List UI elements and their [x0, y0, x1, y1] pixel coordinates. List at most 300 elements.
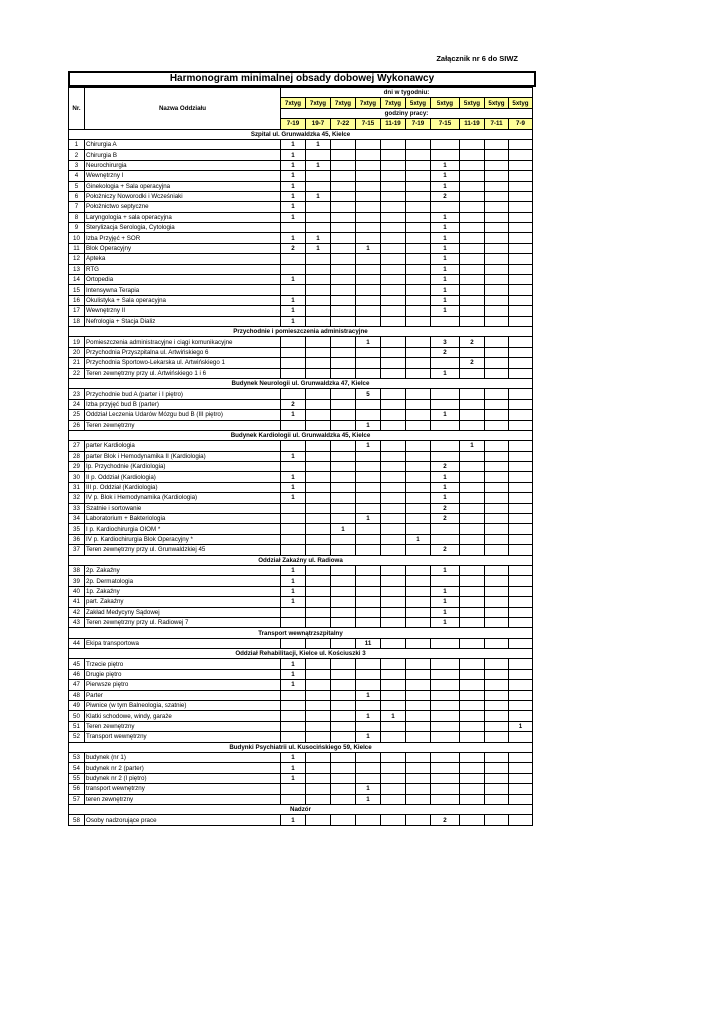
department-name: Teren zewnętrzny przy ul. Artwińskiego 1 i 6: [85, 368, 281, 378]
staff-count-cell: [431, 420, 460, 430]
table-row: [69, 669, 533, 679]
row-number: 2: [69, 150, 85, 160]
staff-count-cell: [485, 275, 509, 285]
staff-count-cell: [485, 368, 509, 378]
staff-count-cell: [431, 669, 460, 679]
staff-count-cell: 1: [281, 773, 306, 783]
staff-count-cell: [485, 534, 509, 544]
staff-count-cell: [509, 275, 533, 285]
staff-count-cell: [356, 472, 381, 482]
department-name: 2p. Dermatologia: [85, 576, 281, 586]
staff-count-cell: [406, 212, 431, 222]
table-row: [69, 514, 533, 524]
staff-count-cell: [431, 753, 460, 763]
staff-count-cell: [406, 690, 431, 700]
table-row: [69, 295, 533, 305]
staff-count-cell: [331, 659, 356, 669]
staff-count-cell: [431, 399, 460, 409]
staff-count-cell: [460, 420, 485, 430]
staff-count-cell: 1: [281, 160, 306, 170]
staff-count-cell: [509, 638, 533, 648]
header-hours-cell: 7-19: [281, 119, 306, 129]
staff-count-cell: [331, 545, 356, 555]
staff-count-cell: [306, 607, 331, 617]
staff-count-cell: [381, 181, 406, 191]
staff-count-cell: [406, 264, 431, 274]
header-day-cell: 7xtyg: [306, 98, 331, 108]
table-row: [69, 160, 533, 170]
row-number: 20: [69, 347, 85, 357]
row-number: 1: [69, 139, 85, 149]
section-row: [69, 804, 533, 814]
table-row: [69, 690, 533, 700]
staff-count-cell: [356, 462, 381, 472]
staff-count-cell: [406, 753, 431, 763]
department-name: II p. Oddział (Kardiologia): [85, 472, 281, 482]
row-number: 12: [69, 254, 85, 264]
staff-count-cell: [406, 565, 431, 575]
header-days-label: dni w tygodniu:: [281, 88, 533, 98]
department-name: Blok Operacyjny: [85, 243, 281, 253]
staffing-table: [68, 87, 533, 826]
table-row: [69, 306, 533, 316]
staff-count-cell: 1: [281, 669, 306, 679]
header-day-cell: 5xtyg: [431, 98, 460, 108]
staff-count-cell: [460, 690, 485, 700]
staff-count-cell: [281, 503, 306, 513]
table-row: [69, 316, 533, 326]
staff-count-cell: [306, 763, 331, 773]
staff-count-cell: [406, 784, 431, 794]
header-day-cell: 5xtyg: [406, 98, 431, 108]
table-row: [69, 701, 533, 711]
staff-count-cell: [431, 732, 460, 742]
row-number: 45: [69, 659, 85, 669]
header-day-cell: 5xtyg: [460, 98, 485, 108]
staff-count-cell: [509, 472, 533, 482]
staff-count-cell: [331, 306, 356, 316]
department-name: parter Kardiologia: [85, 441, 281, 451]
staff-count-cell: 1: [431, 171, 460, 181]
section-title: Nadzór: [69, 804, 533, 814]
staff-count-cell: [509, 368, 533, 378]
staff-count-cell: [306, 275, 331, 285]
staff-count-cell: [356, 202, 381, 212]
staff-count-cell: [381, 597, 406, 607]
row-number: 48: [69, 690, 85, 700]
staff-count-cell: [331, 514, 356, 524]
section-row: [69, 628, 533, 638]
staff-count-cell: [331, 191, 356, 201]
staff-count-cell: [331, 223, 356, 233]
staff-count-cell: [306, 721, 331, 731]
row-number: 29: [69, 462, 85, 472]
department-name: Ginekologia + Sala operacyjna: [85, 181, 281, 191]
row-number: 40: [69, 586, 85, 596]
staff-count-cell: [431, 784, 460, 794]
table-row: [69, 597, 533, 607]
staff-count-cell: [406, 732, 431, 742]
staff-count-cell: [485, 701, 509, 711]
staff-count-cell: [485, 399, 509, 409]
staff-count-cell: [406, 295, 431, 305]
staff-count-cell: 1: [431, 243, 460, 253]
staff-count-cell: [331, 721, 356, 731]
staff-count-cell: [381, 732, 406, 742]
staff-count-cell: [460, 659, 485, 669]
staff-count-cell: [485, 524, 509, 534]
department-name: part. Zakaźny: [85, 597, 281, 607]
table-row: [69, 638, 533, 648]
header-day-cell: 7xtyg: [281, 98, 306, 108]
table-row: [69, 784, 533, 794]
table-row: [69, 285, 533, 295]
staff-count-cell: [356, 254, 381, 264]
staff-count-cell: [485, 659, 509, 669]
staff-count-cell: [331, 534, 356, 544]
staff-count-cell: [485, 410, 509, 420]
staff-count-cell: [381, 680, 406, 690]
table-row: [69, 794, 533, 804]
department-name: Trzecie piętro: [85, 659, 281, 669]
staff-count-cell: [381, 503, 406, 513]
row-number: 53: [69, 753, 85, 763]
staff-count-cell: [485, 306, 509, 316]
staff-count-cell: [460, 617, 485, 627]
staff-count-cell: [381, 150, 406, 160]
staff-count-cell: [406, 441, 431, 451]
department-name: Teren zewnętrzny przy ul. Grunwaldzkiej 45: [85, 545, 281, 555]
staff-count-cell: [381, 337, 406, 347]
staff-count-cell: [485, 680, 509, 690]
row-number: 55: [69, 773, 85, 783]
staff-count-cell: 1: [281, 191, 306, 201]
staff-count-cell: 1: [281, 576, 306, 586]
staff-count-cell: [485, 586, 509, 596]
row-number: 17: [69, 306, 85, 316]
staff-count-cell: [460, 493, 485, 503]
department-name: Przychodnia Sportowo-Lekarska ul. Artwińskiego 1: [85, 358, 281, 368]
table-row: [69, 721, 533, 731]
staff-count-cell: [509, 617, 533, 627]
staff-count-cell: [356, 524, 381, 534]
staff-count-cell: [306, 358, 331, 368]
staff-count-cell: [331, 264, 356, 274]
header-hours-label: godziny pracy:: [281, 108, 533, 118]
staff-count-cell: [331, 784, 356, 794]
staff-count-cell: [356, 275, 381, 285]
staff-count-cell: [509, 171, 533, 181]
staff-count-cell: [381, 399, 406, 409]
staff-count-cell: [356, 295, 381, 305]
staff-count-cell: [509, 503, 533, 513]
table-row: [69, 233, 533, 243]
staff-count-cell: [306, 669, 331, 679]
department-name: Transport wewnętrzny: [85, 732, 281, 742]
row-number: 16: [69, 295, 85, 305]
staff-count-cell: [306, 285, 331, 295]
header-hours-cell: 7-15: [431, 119, 460, 129]
table-row: [69, 524, 533, 534]
staff-count-cell: [509, 347, 533, 357]
department-name: teren zewnętrzny: [85, 794, 281, 804]
staff-count-cell: 1: [356, 441, 381, 451]
staff-count-cell: [381, 493, 406, 503]
staff-count-cell: 1: [431, 181, 460, 191]
staff-count-cell: 5: [356, 389, 381, 399]
staff-count-cell: [331, 389, 356, 399]
staff-count-cell: [331, 368, 356, 378]
staff-count-cell: 1: [431, 306, 460, 316]
section-row: [69, 555, 533, 565]
staff-count-cell: [306, 472, 331, 482]
staff-count-cell: 1: [306, 233, 331, 243]
staff-count-cell: [485, 285, 509, 295]
staff-count-cell: [485, 202, 509, 212]
table-row: [69, 171, 533, 181]
staff-count-cell: [406, 773, 431, 783]
staff-count-cell: 1: [281, 763, 306, 773]
staff-count-cell: [281, 690, 306, 700]
row-number: 26: [69, 420, 85, 430]
table-row: [69, 441, 533, 451]
row-number: 5: [69, 181, 85, 191]
staff-count-cell: [381, 191, 406, 201]
department-name: parter Blok i Hemodynamika II (Kardiologia): [85, 451, 281, 461]
staff-count-cell: [406, 191, 431, 201]
row-number: 38: [69, 565, 85, 575]
staff-count-cell: [331, 275, 356, 285]
staff-count-cell: [509, 285, 533, 295]
staff-count-cell: [460, 503, 485, 513]
staff-count-cell: [509, 223, 533, 233]
staff-count-cell: 1: [381, 711, 406, 721]
staff-count-cell: [509, 150, 533, 160]
staff-count-cell: [485, 721, 509, 731]
table-row: [69, 576, 533, 586]
department-name: Oddział Leczenia Udarów Mózgu bud B (III piętro): [85, 410, 281, 420]
staff-count-cell: [356, 763, 381, 773]
staff-count-cell: [485, 191, 509, 201]
staff-count-cell: [460, 462, 485, 472]
staff-count-cell: 1: [356, 337, 381, 347]
staff-count-cell: [485, 451, 509, 461]
staff-count-cell: [460, 753, 485, 763]
row-number: 15: [69, 285, 85, 295]
staff-count-cell: [356, 150, 381, 160]
staff-count-cell: [406, 794, 431, 804]
staff-count-cell: 2: [431, 347, 460, 357]
staff-count-cell: [460, 472, 485, 482]
staff-count-cell: [356, 565, 381, 575]
staff-count-cell: [485, 223, 509, 233]
staff-count-cell: [306, 597, 331, 607]
staff-count-cell: [406, 389, 431, 399]
staff-count-cell: [460, 181, 485, 191]
staff-count-cell: [281, 514, 306, 524]
staff-count-cell: [331, 410, 356, 420]
staff-count-cell: [306, 212, 331, 222]
row-number: 24: [69, 399, 85, 409]
staff-count-cell: [460, 368, 485, 378]
staff-count-cell: [509, 451, 533, 461]
staff-count-cell: [406, 576, 431, 586]
staff-count-cell: 1: [281, 316, 306, 326]
staff-count-cell: [356, 659, 381, 669]
staff-count-cell: 1: [306, 243, 331, 253]
staff-count-cell: [406, 347, 431, 357]
header-hours-cell: 19-7: [306, 119, 331, 129]
staff-count-cell: [331, 794, 356, 804]
staff-count-cell: [331, 472, 356, 482]
section-title: Oddział Rehabilitacji, Kielce ul. Kościuszki 3: [69, 649, 533, 659]
staff-count-cell: [406, 358, 431, 368]
staff-count-cell: [331, 441, 356, 451]
staff-count-cell: [331, 617, 356, 627]
table-row: [69, 617, 533, 627]
department-name: IV p. Kardiochirurgia Blok Operacyjny *: [85, 534, 281, 544]
staff-count-cell: [460, 680, 485, 690]
table-row: [69, 275, 533, 285]
staff-count-cell: [281, 732, 306, 742]
staff-count-cell: [406, 607, 431, 617]
row-number: 49: [69, 701, 85, 711]
table-row: [69, 358, 533, 368]
staff-count-cell: [460, 721, 485, 731]
row-number: 25: [69, 410, 85, 420]
staff-count-cell: [509, 586, 533, 596]
staff-count-cell: [509, 576, 533, 586]
staff-count-cell: [281, 264, 306, 274]
section-title: Szpital ul. Grunwaldzka 45, Kielce: [69, 129, 533, 139]
row-number: 14: [69, 275, 85, 285]
staff-count-cell: [509, 514, 533, 524]
staff-count-cell: [406, 420, 431, 430]
staff-count-cell: [509, 690, 533, 700]
staff-count-cell: [381, 368, 406, 378]
department-name: Wewnętrzny II: [85, 306, 281, 316]
staff-count-cell: [431, 721, 460, 731]
staff-count-cell: 1: [431, 223, 460, 233]
staff-count-cell: [460, 160, 485, 170]
staff-count-cell: [381, 264, 406, 274]
staff-count-cell: [381, 233, 406, 243]
staff-count-cell: [460, 285, 485, 295]
table-row: [69, 503, 533, 513]
staff-count-cell: [460, 264, 485, 274]
staff-count-cell: [485, 617, 509, 627]
staff-count-cell: [381, 701, 406, 711]
staff-count-cell: [306, 586, 331, 596]
row-number: 41: [69, 597, 85, 607]
staff-count-cell: [306, 389, 331, 399]
staff-count-cell: [331, 711, 356, 721]
staff-count-cell: [356, 160, 381, 170]
staff-count-cell: [509, 565, 533, 575]
department-name: III p. Oddział (Kardiologia): [85, 482, 281, 492]
staff-count-cell: 2: [431, 545, 460, 555]
header-hours-cell: 7-11: [485, 119, 509, 129]
staff-count-cell: [509, 545, 533, 555]
staff-count-cell: [381, 212, 406, 222]
table-row: [69, 191, 533, 201]
staff-count-cell: 1: [356, 690, 381, 700]
staff-count-cell: [485, 815, 509, 825]
staff-count-cell: [356, 223, 381, 233]
staff-count-cell: [306, 337, 331, 347]
staff-count-cell: [485, 732, 509, 742]
staff-count-cell: [509, 659, 533, 669]
table-row: [69, 347, 533, 357]
department-name: Ortopedia: [85, 275, 281, 285]
staff-count-cell: [406, 160, 431, 170]
staff-count-cell: [406, 669, 431, 679]
staff-count-cell: [460, 732, 485, 742]
staff-count-cell: [331, 160, 356, 170]
staff-count-cell: [331, 503, 356, 513]
staff-count-cell: [485, 472, 509, 482]
staff-count-cell: [509, 410, 533, 420]
staff-count-cell: [460, 233, 485, 243]
staff-count-cell: [431, 358, 460, 368]
staff-count-cell: [485, 638, 509, 648]
staff-count-cell: [306, 171, 331, 181]
header-hours-cell: 11-19: [381, 119, 406, 129]
staff-count-cell: 1: [331, 524, 356, 534]
row-number: 43: [69, 617, 85, 627]
table-row: [69, 410, 533, 420]
staff-count-cell: [460, 607, 485, 617]
staff-count-cell: [306, 565, 331, 575]
header-day-cell: 7xtyg: [356, 98, 381, 108]
staff-count-cell: [509, 732, 533, 742]
staff-count-cell: [509, 295, 533, 305]
staff-count-cell: [485, 160, 509, 170]
staff-count-cell: [281, 462, 306, 472]
staff-count-cell: [356, 586, 381, 596]
staff-count-cell: [381, 607, 406, 617]
department-name: Apteka: [85, 254, 281, 264]
section-title: Oddział Zakaźny ul. Radiowa: [69, 555, 533, 565]
staff-count-cell: [485, 347, 509, 357]
staff-count-cell: [485, 669, 509, 679]
staff-count-cell: [485, 233, 509, 243]
staff-count-cell: [509, 607, 533, 617]
staff-count-cell: [331, 150, 356, 160]
table-row: [69, 389, 533, 399]
staff-count-cell: [406, 503, 431, 513]
department-name: budynek nr 2 (parter): [85, 763, 281, 773]
staff-count-cell: 2: [431, 503, 460, 513]
department-name: Położnictwo septyczne: [85, 202, 281, 212]
section-title: Budynek Kardiologii ul. Grunwaldzka 45, Kielce: [69, 430, 533, 440]
table-row: [69, 223, 533, 233]
staff-count-cell: [406, 337, 431, 347]
department-name: RTG: [85, 264, 281, 274]
staff-count-cell: [356, 503, 381, 513]
header-day-cell: 5xtyg: [509, 98, 533, 108]
staff-count-cell: [485, 462, 509, 472]
row-number: 10: [69, 233, 85, 243]
staff-count-cell: [509, 462, 533, 472]
staff-count-cell: [406, 451, 431, 461]
staff-count-cell: [356, 212, 381, 222]
staff-count-cell: [406, 815, 431, 825]
staff-count-cell: 1: [356, 514, 381, 524]
header-day-cell: 7xtyg: [331, 98, 356, 108]
staff-count-cell: [381, 462, 406, 472]
department-name: Przychodnie bud A (parter i I piętro): [85, 389, 281, 399]
